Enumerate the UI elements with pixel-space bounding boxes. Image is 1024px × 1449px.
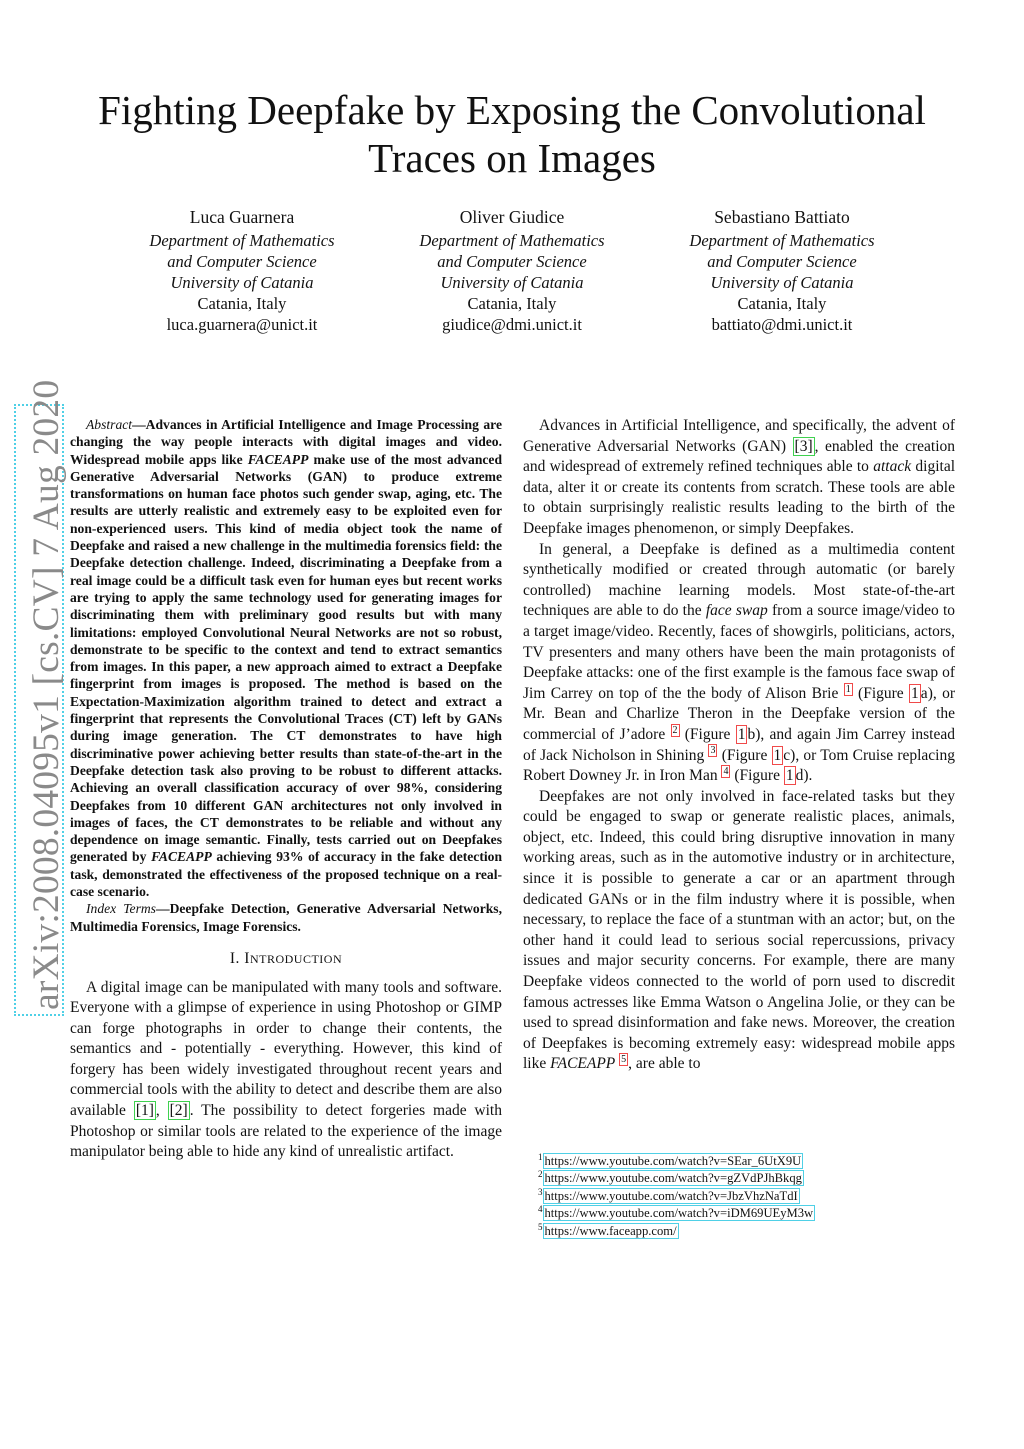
abstract-text: —Advances in Artificial Intelligence and Image Processing are changing the way people interacts with digital images and video. Widespread mobile apps like [70, 417, 502, 467]
author-name: Sebastiano Battiato [714, 207, 850, 227]
footnote-number: 3 [538, 1186, 543, 1197]
author-dept: Department of Mathematics [149, 231, 335, 250]
section-initial: I [244, 949, 250, 967]
index-terms-label: Index Terms [86, 901, 156, 917]
author-email[interactable]: battiato@dmi.unict.it [711, 315, 853, 334]
footnote-item [538, 1223, 815, 1240]
body-text: a [920, 684, 928, 702]
body-text: , are able to [628, 1055, 701, 1073]
footnote-number: 5 [538, 1221, 543, 1232]
faceapp-term: FACEAPP [151, 849, 212, 865]
footnote-url[interactable]: https://www.youtube.com/watch?v=JbzVhzNaTdI [544, 1188, 798, 1203]
title-line-1: Fighting Deepfake by Exposing the Convolutional [98, 87, 926, 133]
author-block [382, 207, 642, 335]
footnote-ref[interactable]: 2 [672, 724, 678, 736]
citation-link[interactable]: [3] [794, 437, 813, 455]
footnotes [538, 1153, 815, 1240]
author-dept-2: and Computer Science [707, 252, 857, 271]
body-text: ), and again Jim Carrey instead of Jack Nicholson in Shining [523, 725, 955, 764]
intro-paragraph [70, 978, 502, 1163]
body-text: ). [803, 767, 813, 785]
footnote-item [538, 1153, 815, 1170]
index-terms: —Deepfake Detection, Generative Adversarial Networks, Multimedia Forensics, Image Forensics. [70, 901, 502, 934]
author-dept: Department of Mathematics [419, 231, 605, 250]
abstract-text: achieving 93% of accuracy in the fake detection task, demonstrated the effectiveness of the proposed technique on a real-case scenario. [70, 849, 503, 900]
figure-ref[interactable]: 1 [773, 746, 782, 764]
arxiv-stamp: arXiv:2008.04095v1 [cs.CV] 7 Aug 2020 [26, 379, 67, 1010]
faceapp-term: FACEAPP [247, 451, 309, 467]
footnote-ref[interactable]: 5 [621, 1054, 627, 1066]
author-location: Catania, Italy [197, 294, 287, 313]
author-email[interactable]: giudice@dmi.unict.it [442, 315, 582, 334]
body-text: , enabled the creation and widespread of extremely refined techniques able to [523, 437, 955, 476]
body-text: A digital image can be manipulated with many tools and software. Everyone with a glimpse of experience in using Photoshop or GIMP can forge photographs in order to change their contents, the semantics and - potentially - everything. However, this kind of forgery has been widely investigated throughout recent years and commercial tools with the ability to detect and describe them are also available [70, 978, 502, 1120]
body-text: ), or Tom Cruise replacing Robert Downey Jr. in Iron Man [523, 746, 955, 785]
body-text: digital data, alter it or create its contents from scratch. These tools are able to obtain surprisingly realistic results leading to the birth of the Deepfake images phenomenon, or simply Deepfakes. [523, 458, 956, 537]
body-text: (Figure [679, 725, 736, 743]
section-numeral: I. [229, 949, 240, 967]
author-name: Luca Guarnera [189, 207, 295, 227]
abstract-text: make use of the most advanced Generative Adversarial Networks (GAN) to produce extreme transformations on human face photos such gender swap, aging, etc. The results are utterly realistic and extremely easy to be exploited even for non-experienced users. This kind of media object took the name of Deepfake and raised a new challenge in the multimedia forensics field: the Deepfake detection challenge. Indeed, discriminating a Deepfake from a real image could be a difficult task even for human eyes but recent works are trying to apply the same technology used for generating images for discriminating them with preliminary good results but with many limitations: employed Convolutional Neural Networks are not so robust, demonstrate to be specific to the context and tend to extract semantics from images. In this paper, a new approach aimed to extract a Deepfake fingerprint from images is proposed. The method is based on the Expectation-Maximization algorithm trained to detect and extract a fingerprint that represents the Convolutional Traces (CT) left by GANs during image generation. The CT demonstrates to have high discriminative power achieving better results than state-of-the-art in the Deepfake detection task also proving to be robust to different attacks. Achieving an overall classification accuracy of over 98%, considering Deepfakes from 10 different GAN architectures not only involved in images of faces, the CT demonstrates to be reliable and without any dependence on image semantic. Finally, tests carried out on Deepfakes generated by [70, 451, 503, 865]
emphasis: FACEAPP [550, 1055, 616, 1073]
body-text: ), or Mr. Bean and Charlize Theron in the Deepfake version of the commercial of J’adore [523, 684, 955, 743]
author-dept: Department of Mathematics [689, 231, 875, 250]
footnote-number: 1 [538, 1151, 543, 1162]
body-text: Deepfakes are not only involved in face-related tasks but they could be engaged to swap or generate realistic places, animals, object, etc. Indeed, this could bring disruptive innovation in many working areas, such as in the automotive industry or in architecture, since it is possible to generate a car or an apartment through dedicated GANs or in the film industry where it is possible, when necessary, to replace the face of a stuntman with an actor; but, on the other hand it could lead to serious social repercussions, privacy issues and major security concerns. For example, there are many Deepfake videos connected to the world of porn used to discredit famous actresses like Emma Watson o Angelina Jolie, or they can be used to spread disinformation and fake news. Moreover, the creation of Deepfakes is becoming extremely easy: widespread mobile apps like [523, 787, 955, 1073]
footnote-ref[interactable]: 3 [710, 745, 716, 757]
body-text: , [155, 1102, 168, 1120]
body-text: from a source image/video to a target image/video. Recently, faces of showgirls, politicians, actors, TV presenters and many others have been the main protagonists of Deepfake attacks: one of the first example is the famous face swap of Jim Carrey on top of the the body of Alison Brie [523, 602, 956, 702]
footnote-url[interactable]: https://www.youtube.com/watch?v=gZVdPJhBkqg [544, 1171, 802, 1186]
footnote-url[interactable]: https://www.youtube.com/watch?v=iDM69UEyM3w [544, 1206, 814, 1221]
title-line-2: Traces on Images [368, 135, 656, 181]
footnote-url[interactable]: https://www.youtube.com/watch?v=SEar_6UtX9U [544, 1154, 802, 1168]
author-location: Catania, Italy [737, 294, 827, 313]
figure-ref[interactable]: 1 [785, 767, 794, 785]
author-dept-2: and Computer Science [437, 252, 587, 271]
author-university: University of Catania [170, 273, 314, 292]
section-title: NTRODUCTION [249, 951, 343, 966]
left-column [70, 416, 502, 1163]
author-name: Oliver Giudice [459, 207, 565, 227]
body-text: d [795, 767, 804, 785]
right-column [523, 416, 955, 1075]
body-text: In general, a Deepfake is defined as a multimedia content synthetically modified or created through automatic (or barely controlled) machine learning models. Most state-of-the-art techniques are able to do the [523, 540, 955, 620]
body-text: (Figure [717, 746, 772, 764]
body-text: b [747, 725, 756, 743]
emphasis: attack [873, 458, 912, 476]
abstract [70, 416, 502, 935]
body-paragraph [523, 540, 955, 787]
body-paragraph [523, 416, 955, 540]
citation-link[interactable]: [2] [169, 1102, 188, 1120]
author-block [652, 207, 912, 335]
footnote-url[interactable]: https://www.faceapp.com/ [544, 1223, 677, 1238]
footnote-ref[interactable]: 4 [723, 765, 729, 777]
citation-link[interactable]: [1] [135, 1102, 154, 1120]
figure-ref[interactable]: 1 [737, 725, 746, 743]
figure-ref[interactable]: 1 [911, 684, 919, 702]
body-text: (Figure [730, 767, 784, 785]
footnote-item [538, 1205, 815, 1222]
body-text: c [783, 746, 791, 764]
body-text: . The possibility to detect forgeries made with Photoshop or similar tools are related to the experience of the image manipulator being able to hide any kind of unrealistic artifact. [70, 1102, 502, 1161]
author-location: Catania, Italy [467, 294, 557, 313]
paper-title [60, 86, 964, 182]
author-email[interactable]: luca.guarnera@unict.it [166, 315, 318, 334]
abstract-label: Abstract [86, 417, 133, 432]
author-university: University of Catania [440, 273, 584, 292]
author-dept-2: and Computer Science [167, 252, 317, 271]
footnote-ref[interactable]: 1 [845, 683, 851, 695]
footnote-number: 4 [538, 1204, 543, 1215]
footnote-item [538, 1170, 815, 1187]
footnote-item [538, 1188, 815, 1205]
section-heading [70, 949, 502, 970]
author-block [112, 207, 372, 335]
author-university: University of Catania [710, 273, 854, 292]
body-paragraph [523, 787, 955, 1075]
body-text: Advances in Artificial Intelligence, and specifically, the advent of Generative Adversarial Networks (GAN) [523, 417, 955, 455]
emphasis: face swap [705, 602, 768, 620]
footnote-number: 2 [538, 1169, 543, 1180]
body-text: (Figure [852, 684, 910, 702]
